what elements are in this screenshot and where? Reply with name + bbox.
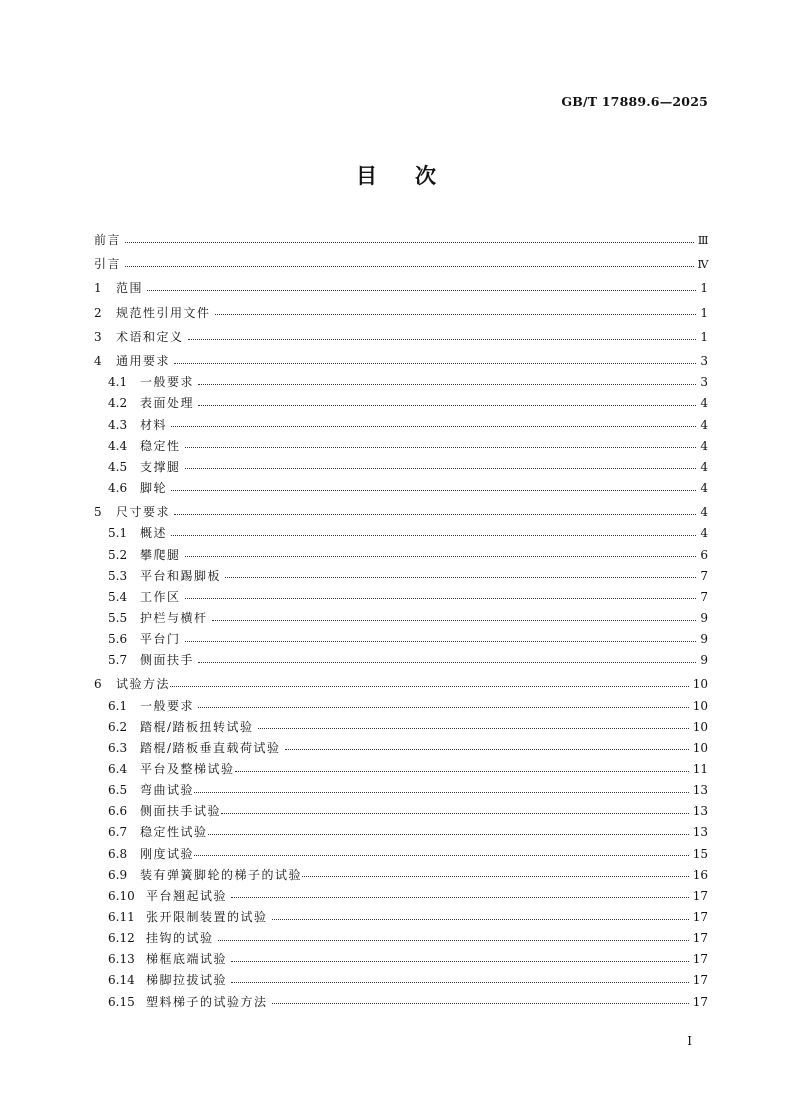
toc-dot-leader bbox=[231, 896, 689, 898]
toc-entry-page: Ⅲ bbox=[697, 234, 708, 247]
toc-dot-leader bbox=[185, 555, 696, 557]
toc-entry-label: 范围 bbox=[116, 281, 144, 296]
toc-entry-page: 9 bbox=[700, 610, 708, 625]
toc-dot-leader bbox=[188, 338, 696, 340]
toc-entry-page: 10 bbox=[692, 719, 708, 734]
toc-entry-page: Ⅳ bbox=[697, 258, 708, 272]
toc-entry-number: 6.14 bbox=[108, 973, 135, 988]
toc-entry[interactable] bbox=[94, 822, 708, 843]
table-of-contents bbox=[94, 230, 708, 1013]
toc-dot-leader bbox=[231, 960, 689, 962]
toc-entry[interactable] bbox=[94, 351, 708, 372]
toc-entry-page: 1 bbox=[700, 329, 708, 344]
toc-entry-number: 6 bbox=[94, 677, 102, 692]
toc-entry[interactable] bbox=[94, 393, 708, 414]
toc-entry-number: 6.11 bbox=[108, 910, 135, 925]
toc-dot-leader bbox=[302, 875, 689, 877]
toc-entry-label: 试验方法 bbox=[116, 677, 171, 692]
toc-entry-page: 17 bbox=[692, 910, 708, 925]
toc-entry-page: 4 bbox=[700, 459, 708, 474]
toc-dot-leader bbox=[171, 425, 696, 427]
toc-dot-leader bbox=[215, 313, 696, 315]
page-number: I bbox=[687, 1034, 692, 1048]
toc-entry-page: 10 bbox=[692, 698, 708, 713]
toc-entry[interactable] bbox=[94, 372, 708, 393]
toc-entry-label: 张开限制装置的试验 bbox=[146, 910, 268, 925]
page-title bbox=[0, 160, 792, 190]
toc-entry-number: 4 bbox=[94, 354, 102, 369]
toc-entry-label: 一般要求 bbox=[140, 375, 195, 390]
toc-entry-page: 11 bbox=[692, 762, 708, 777]
toc-entry-page: 1 bbox=[700, 281, 708, 296]
toc-entry-page: 3 bbox=[700, 375, 708, 390]
toc-entry-label: 护栏与横杆 bbox=[140, 610, 208, 625]
toc-entry[interactable] bbox=[94, 545, 708, 566]
toc-entry[interactable] bbox=[94, 303, 708, 324]
toc-entry-number: 5.2 bbox=[108, 547, 128, 562]
toc-entry-page: 7 bbox=[700, 589, 708, 604]
toc-entry-number: 6.8 bbox=[108, 846, 128, 861]
toc-entry[interactable] bbox=[94, 949, 708, 970]
toc-entry-number: 6.9 bbox=[108, 867, 128, 882]
toc-entry-label: 平台和踢脚板 bbox=[140, 568, 222, 583]
toc-entry[interactable] bbox=[94, 992, 708, 1013]
toc-entry-number: 6.6 bbox=[108, 804, 128, 819]
toc-dot-leader bbox=[198, 383, 696, 385]
toc-entry-number: 4.3 bbox=[108, 417, 128, 432]
toc-dot-leader bbox=[235, 770, 689, 772]
toc-dot-leader bbox=[272, 1002, 689, 1004]
toc-entry-label: 表面处理 bbox=[140, 396, 195, 411]
toc-dot-leader bbox=[212, 619, 696, 621]
toc-entry-label: 平台翘起试验 bbox=[146, 888, 228, 903]
toc-entry[interactable] bbox=[94, 327, 708, 348]
toc-entry-label: 挂钩的试验 bbox=[146, 931, 214, 946]
toc-entry-label: 通用要求 bbox=[116, 354, 171, 369]
toc-entry-number: 5.7 bbox=[108, 653, 128, 668]
toc-entry-label: 攀爬腿 bbox=[140, 547, 181, 562]
toc-entry[interactable] bbox=[94, 478, 708, 499]
toc-entry[interactable] bbox=[94, 629, 708, 650]
toc-entry[interactable] bbox=[94, 674, 708, 695]
toc-dot-leader bbox=[185, 467, 696, 469]
toc-entry[interactable] bbox=[94, 502, 708, 523]
toc-entry-number: 5.4 bbox=[108, 589, 128, 604]
toc-entry-number: 2 bbox=[94, 305, 102, 320]
toc-entry-number: 5.3 bbox=[108, 568, 128, 583]
toc-entry-label: 装有弹簧脚轮的梯子的试验 bbox=[140, 867, 303, 882]
toc-entry-number: 6.3 bbox=[108, 740, 128, 755]
toc-entry-number: 5.6 bbox=[108, 632, 128, 647]
toc-dot-leader bbox=[174, 513, 696, 515]
toc-entry-page: 9 bbox=[700, 653, 708, 668]
toc-entry-label: 平台门 bbox=[140, 632, 181, 647]
toc-entry-number: 5 bbox=[94, 505, 102, 520]
toc-entry-label: 侧面扶手 bbox=[140, 653, 195, 668]
toc-entry-label: 踏棍/踏板垂直载荷试验 bbox=[140, 740, 281, 755]
toc-entry-label: 概述 bbox=[140, 526, 168, 541]
toc-entry-label: 刚度试验 bbox=[140, 846, 195, 861]
toc-entry[interactable] bbox=[94, 738, 708, 759]
toc-entry[interactable] bbox=[94, 780, 708, 801]
toc-entry-label: 一般要求 bbox=[140, 698, 195, 713]
toc-entry-page: 1 bbox=[700, 305, 708, 320]
toc-entry[interactable] bbox=[94, 278, 708, 299]
toc-entry-number: 6.15 bbox=[108, 994, 135, 1009]
toc-entry[interactable] bbox=[94, 254, 708, 275]
toc-entry-page: 4 bbox=[700, 481, 708, 496]
toc-entry-label: 梯脚拉拔试验 bbox=[146, 973, 228, 988]
toc-entry-label: 踏棍/踏板扭转试验 bbox=[140, 719, 254, 734]
toc-dot-leader bbox=[147, 289, 696, 291]
toc-entry-label: 尺寸要求 bbox=[116, 505, 171, 520]
toc-entry[interactable] bbox=[94, 566, 708, 587]
toc-dot-leader bbox=[194, 791, 689, 793]
toc-entry-label: 术语和定义 bbox=[116, 329, 184, 344]
toc-dot-leader bbox=[198, 706, 689, 708]
toc-entry-number: 1 bbox=[94, 281, 102, 296]
toc-entry[interactable] bbox=[94, 717, 708, 738]
document-code: GB/T 17889.6—2025 bbox=[561, 94, 708, 109]
toc-entry-number: 6.7 bbox=[108, 825, 128, 840]
toc-dot-leader bbox=[285, 748, 689, 750]
toc-entry[interactable] bbox=[94, 523, 708, 544]
toc-entry[interactable] bbox=[94, 696, 708, 717]
toc-entry-page: 15 bbox=[692, 846, 708, 861]
toc-entry-page: 17 bbox=[692, 973, 708, 988]
toc-dot-leader bbox=[218, 939, 689, 941]
toc-dot-leader bbox=[185, 597, 696, 599]
toc-entry-number: 4.6 bbox=[108, 481, 128, 496]
toc-dot-leader bbox=[125, 265, 693, 267]
toc-entry-page: 10 bbox=[692, 740, 708, 755]
toc-entry-label: 稳定性 bbox=[140, 438, 181, 453]
toc-dot-leader bbox=[125, 241, 694, 243]
toc-entry-page: 10 bbox=[692, 677, 708, 692]
toc-entry-label: 引言 bbox=[94, 257, 122, 272]
toc-entry[interactable] bbox=[94, 608, 708, 629]
toc-dot-leader bbox=[258, 727, 689, 729]
toc-entry[interactable] bbox=[94, 759, 708, 780]
toc-entry-label: 工作区 bbox=[140, 589, 181, 604]
toc-dot-leader bbox=[171, 534, 696, 536]
toc-entry[interactable] bbox=[94, 801, 708, 822]
toc-entry-number: 5.1 bbox=[108, 526, 128, 541]
toc-entry-label: 平台及整梯试验 bbox=[140, 762, 235, 777]
toc-dot-leader bbox=[185, 640, 696, 642]
toc-entry-number: 5.5 bbox=[108, 610, 128, 625]
toc-entry[interactable] bbox=[94, 844, 708, 865]
toc-entry-page: 16 bbox=[692, 867, 708, 882]
toc-entry-label: 支撑腿 bbox=[140, 459, 181, 474]
toc-entry[interactable] bbox=[94, 415, 708, 436]
toc-entry-page: 4 bbox=[700, 417, 708, 432]
toc-entry-page: 17 bbox=[692, 888, 708, 903]
toc-dot-leader bbox=[225, 576, 696, 578]
toc-dot-leader bbox=[170, 685, 689, 687]
toc-entry-label: 脚轮 bbox=[140, 481, 168, 496]
toc-entry[interactable] bbox=[94, 457, 708, 478]
toc-entry-number: 4.4 bbox=[108, 438, 128, 453]
toc-entry-label: 材料 bbox=[140, 417, 168, 432]
toc-entry[interactable] bbox=[94, 436, 708, 457]
toc-dot-leader bbox=[198, 661, 696, 663]
toc-entry-number: 6.4 bbox=[108, 762, 128, 777]
toc-dot-leader bbox=[171, 489, 696, 491]
toc-entry-label: 稳定性试验 bbox=[140, 825, 208, 840]
toc-entry-page: 13 bbox=[692, 804, 708, 819]
toc-entry-label: 侧面扶手试验 bbox=[140, 804, 222, 819]
toc-entry[interactable] bbox=[94, 928, 708, 949]
toc-entry-page: 4 bbox=[700, 396, 708, 411]
toc-entry-page: 6 bbox=[700, 547, 708, 562]
toc-entry-number: 6.2 bbox=[108, 719, 128, 734]
toc-entry-number: 6.10 bbox=[108, 888, 135, 903]
toc-entry-number: 6.1 bbox=[108, 698, 128, 713]
page-title-part2: 次 bbox=[415, 163, 436, 188]
toc-entry-page: 17 bbox=[692, 952, 708, 967]
toc-entry-page: 4 bbox=[700, 505, 708, 520]
toc-dot-leader bbox=[198, 404, 696, 406]
toc-entry[interactable] bbox=[94, 886, 708, 907]
toc-entry-number: 6.5 bbox=[108, 783, 128, 798]
toc-entry-number: 6.13 bbox=[108, 952, 135, 967]
toc-entry[interactable] bbox=[94, 970, 708, 991]
toc-dot-leader bbox=[185, 446, 696, 448]
toc-entry-page: 4 bbox=[700, 526, 708, 541]
toc-entry-number: 3 bbox=[94, 329, 102, 344]
toc-entry-page: 3 bbox=[700, 354, 708, 369]
page-title-part1: 目 bbox=[356, 163, 377, 188]
toc-dot-leader bbox=[231, 981, 689, 983]
toc-entry-number: 4.1 bbox=[108, 375, 128, 390]
toc-entry-page: 13 bbox=[692, 783, 708, 798]
toc-entry[interactable] bbox=[94, 230, 708, 251]
toc-entry-page: 13 bbox=[692, 825, 708, 840]
toc-entry-number: 6.12 bbox=[108, 931, 135, 946]
toc-dot-leader bbox=[208, 833, 689, 835]
toc-entry[interactable] bbox=[94, 587, 708, 608]
toc-dot-leader bbox=[221, 812, 689, 814]
toc-entry-label: 梯框底端试验 bbox=[146, 952, 228, 967]
toc-entry-label: 弯曲试验 bbox=[140, 783, 195, 798]
toc-dot-leader bbox=[272, 918, 689, 920]
toc-entry[interactable] bbox=[94, 907, 708, 928]
toc-entry[interactable] bbox=[94, 865, 708, 886]
toc-dot-leader bbox=[174, 362, 696, 364]
toc-entry-page: 17 bbox=[692, 994, 708, 1009]
toc-entry-number: 4.5 bbox=[108, 459, 128, 474]
toc-entry-page: 9 bbox=[700, 632, 708, 647]
toc-dot-leader bbox=[194, 854, 689, 856]
toc-entry-label: 规范性引用文件 bbox=[116, 305, 211, 320]
toc-entry-number: 4.2 bbox=[108, 396, 128, 411]
toc-entry-label: 前言 bbox=[94, 233, 122, 247]
toc-entry-page: 17 bbox=[692, 931, 708, 946]
toc-entry[interactable] bbox=[94, 650, 708, 671]
toc-entry-page: 7 bbox=[700, 568, 708, 583]
toc-entry-label: 塑料梯子的试验方法 bbox=[146, 994, 268, 1009]
toc-entry-page: 4 bbox=[700, 438, 708, 453]
